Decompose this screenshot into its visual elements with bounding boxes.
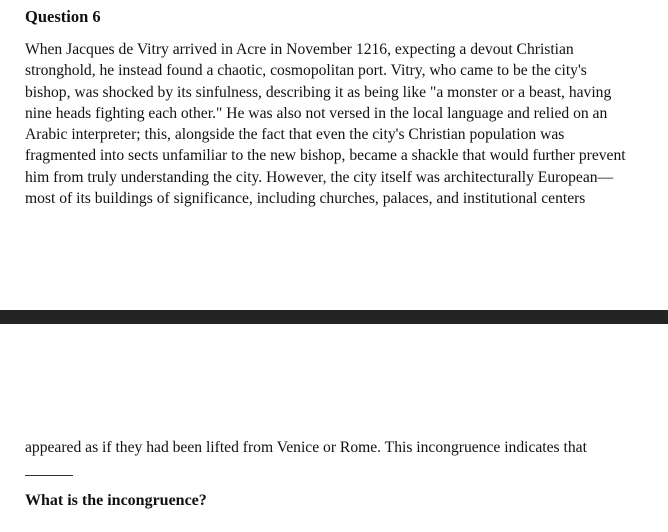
passage-line: him from truly understanding the city. However, the city itself was architecturally European— [25,168,614,186]
question-title: Question 6 [25,7,101,26]
passage-line: Arabic interpreter; this, alongside the fact that even the city's Christian population was [25,126,565,144]
prompt-question: What is the incongruence? [25,492,207,509]
passage-line: most of its buildings of significance, including churches, palaces, and institutional centers [25,190,586,208]
passage-text [25,39,647,209]
passage-line: stronghold, he instead found a chaotic, cosmopolitan port. Vitry, who came to be the city's [25,62,587,80]
passage-line: bishop, was shocked by its sinfulness, describing it as being like "a monster or a beast, having [25,83,612,101]
section-divider-bar [0,310,668,324]
passage-line: fragmented into sects unfamiliar to the new bishop, became a shackle that would further prevent [25,147,626,165]
fill-in-blank [25,475,73,476]
passage-continuation: appeared as if they had been lifted from Venice or Rome. This incongruence indicates that [25,439,587,456]
passage-line: When Jacques de Vitry arrived in Acre in November 1216, expecting a devout Christian [25,41,574,58]
passage-line: nine heads fighting each other." He was also not versed in the local language and relied on an [25,104,608,122]
